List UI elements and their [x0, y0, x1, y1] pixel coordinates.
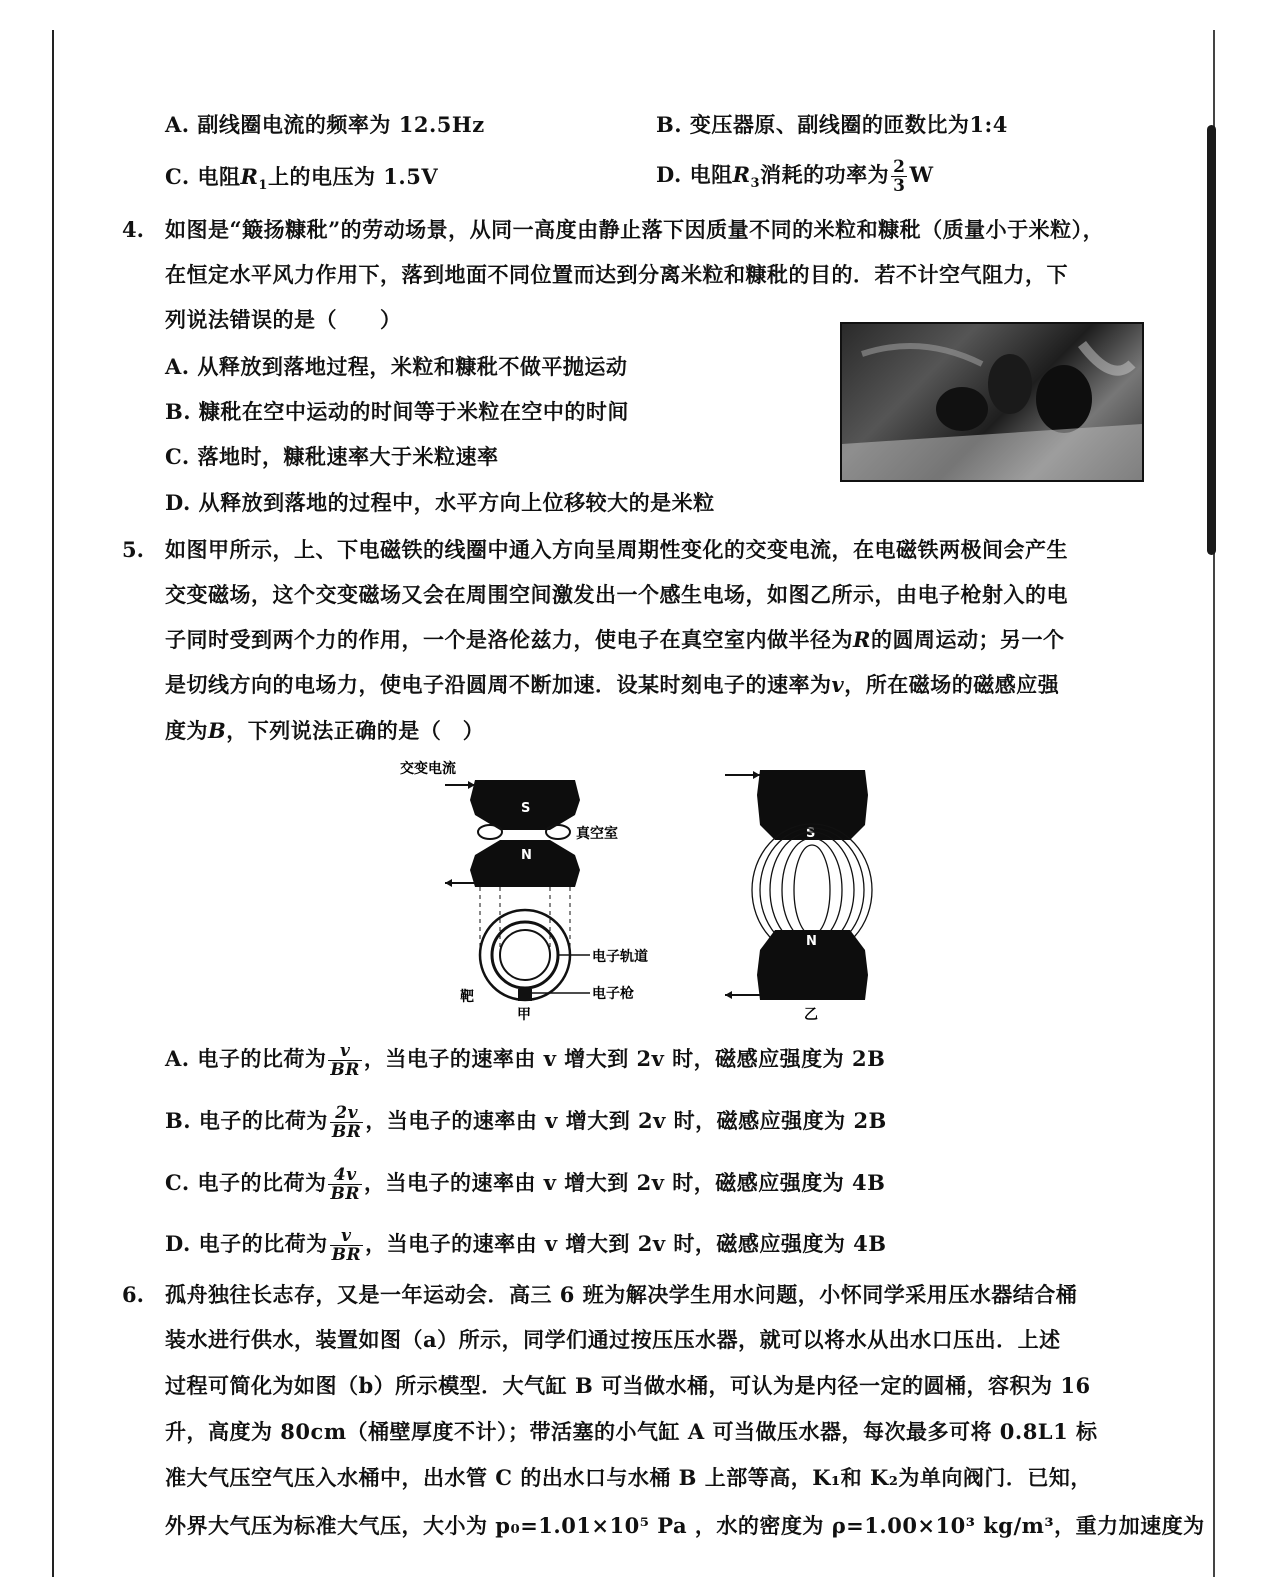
q5-option-a-rest: ，当电子的速率由 v 增大到 2v 时，磁感应强度为 2B [363, 1046, 886, 1071]
label-vacuum: 真空室 [576, 826, 618, 842]
fraction-numerator: 4v [328, 1166, 362, 1185]
label-gun: 电子枪 [592, 986, 634, 1002]
winnowing-photo-drawing [842, 324, 1142, 480]
q5-option-d-label: D. 电子的比荷为 [165, 1231, 328, 1256]
q5-stem-line-2: 交变磁场，这个交变磁场又会在周围空间激发出一个感生电场，如图乙所示，由电子枪射入的电 [165, 582, 1068, 607]
q5-line-4-var: v [831, 672, 845, 697]
q4-stem-line-3: 列说法错误的是（ ） [165, 307, 402, 332]
q5-option-c[interactable] [165, 1166, 885, 1203]
q3-option-c-sub: 1 [258, 178, 268, 194]
pole-s-a: S [521, 801, 531, 816]
winnowing-photo [840, 322, 1144, 482]
page-border-left [52, 30, 54, 1577]
q4-option-a[interactable]: A. 从释放到落地过程，米粒和糠秕不做平抛运动 [165, 354, 628, 379]
scrollbar-thumb[interactable] [1207, 125, 1216, 555]
fraction-denominator: BR [331, 1245, 362, 1265]
q4-stem-line-2: 在恒定水平风力作用下，落到地面不同位置而达到分离米粒和糠秕的目的．若不计空气阻力，下 [165, 262, 1068, 287]
pole-n-b: N [806, 934, 817, 949]
q3-option-d-prefix: D. 电阻 [656, 162, 733, 187]
q5-option-a-fraction [328, 1042, 362, 1079]
q5-stem-line-3 [165, 626, 1064, 654]
q4-number: 4. [122, 217, 144, 242]
fraction-denominator: BR [331, 1122, 362, 1142]
pole-s-b: S [806, 826, 816, 841]
q5-option-b-label: B. 电子的比荷为 [165, 1108, 328, 1133]
q5-line-3-suffix: 的圆周运动；另一个 [870, 627, 1065, 652]
q3-option-a[interactable]: A. 副线圈电流的频率为 12.5Hz [165, 112, 485, 137]
q5-line-5-prefix: 度为 [165, 718, 208, 743]
label-orbit: 电子轨道 [592, 949, 648, 965]
q5-number: 5. [122, 537, 144, 562]
q5-line-5-suffix: ，下列说法正确的是（ ） [226, 718, 485, 743]
fraction-denominator: BR [330, 1060, 360, 1080]
q5-option-a[interactable] [165, 1042, 885, 1079]
q5-stem-line-5 [165, 717, 484, 745]
q3-option-d-fraction [891, 158, 907, 195]
q5-option-a-label: A. 电子的比荷为 [165, 1046, 327, 1071]
q5-line-4-prefix: 是切线方向的电场力，使电子沿圆周不断加速．设某时刻电子的速率为 [165, 672, 832, 697]
q5-option-c-label: C. 电子的比荷为 [165, 1170, 327, 1195]
fraction-denominator: 3 [893, 176, 906, 196]
q5-line-5-var: B [208, 718, 227, 743]
q5-option-c-rest: ，当电子的速率由 v 增大到 2v 时，磁感应强度为 4B [363, 1170, 886, 1195]
q4-option-c[interactable]: C. 落地时，糠秕速率大于米粒速率 [165, 444, 499, 469]
caption-jia: 甲 [517, 1007, 531, 1023]
q3-option-d[interactable] [656, 158, 934, 198]
fraction-numerator: 2 [893, 157, 906, 177]
q4-stem-line-1: 如图是“簸扬糠秕”的劳动场景，从同一高度由静止落下因质量不同的米粒和糠秕（质量小于米粒）， [165, 217, 1105, 242]
q4-option-d[interactable]: D. 从释放到落地的过程中，水平方向上位移较大的是米粒 [165, 490, 715, 515]
q3-option-c[interactable] [165, 163, 438, 200]
label-target: 靶 [460, 989, 474, 1005]
q5-line-4-suffix: ，所在磁场的磁感应强 [844, 672, 1060, 697]
fraction-numerator: v [328, 1042, 362, 1061]
electromagnet-diagram [390, 755, 890, 1025]
q5-stem-line-1: 如图甲所示，上、下电磁铁的线圈中通入方向呈周期性变化的交变电流，在电磁铁两极间会产生 [165, 537, 1068, 562]
q5-option-b-rest: ，当电子的速率由 v 增大到 2v 时，磁感应强度为 2B [365, 1108, 887, 1133]
caption-yi: 乙 [804, 1007, 818, 1023]
q3-option-d-sub: 3 [750, 176, 761, 192]
q3-option-c-suffix: 上的电压为 1.5V [267, 164, 439, 189]
q5-line-3-var: R [853, 627, 871, 652]
q6-number: 6. [122, 1282, 144, 1307]
q6-stem-line-3: 过程可简化为如图（b）所示模型．大气缸 B 可当做水桶，可认为是内径一定的圆桶，容积为 16 [165, 1373, 1091, 1398]
q3-option-b[interactable]: B. 变压器原、副线圈的匝数比为1:4 [656, 112, 1008, 137]
q3-option-d-var: R [732, 162, 751, 187]
fraction-numerator: 2v [330, 1104, 364, 1123]
q3-option-c-var: R [240, 164, 259, 189]
q5-line-3-prefix: 子同时受到两个力的作用，一个是洛伦兹力，使电子在真空室内做半径为 [165, 627, 853, 652]
q6-stem-line-6: 外界大气压为标准大气压，大小为 p₀=1.01×10⁵ Pa ，水的密度为 ρ=1.00×10³ kg/m³，重力加速度为 [165, 1513, 1205, 1538]
q3-option-d-mid: 消耗的功率为 [760, 162, 890, 187]
q3-option-d-unit: W [909, 162, 934, 187]
q5-option-b-fraction [330, 1104, 364, 1141]
pole-n-a: N [521, 848, 532, 863]
q5-option-d-rest: ，当电子的速率由 v 增大到 2v 时，磁感应强度为 4B [365, 1231, 887, 1256]
q5-option-b[interactable] [165, 1104, 887, 1141]
q5-option-d[interactable] [165, 1227, 887, 1264]
q6-stem-line-5: 准大气压空气压入水桶中，出水管 C 的出水口与水桶 B 上部等高，K₁和 K₂为单向阀门．已知， [165, 1465, 1092, 1490]
q5-option-c-fraction [328, 1166, 362, 1203]
q6-stem-line-2: 装水进行供水，装置如图（a）所示，同学们通过按压压水器，就可以将水从出水口压出．上述 [165, 1327, 1061, 1352]
q6-stem-line-4: 升，高度为 80cm（桶壁厚度不计）；带活塞的小气缸 A 可当做压水器，每次最多可将 0.8L1 标 [165, 1419, 1098, 1444]
q6-stem-line-1: 孤舟独往长志存，又是一年运动会．高三 6 班为解决学生用水问题，小怀同学采用压水器结合桶 [165, 1282, 1078, 1307]
q4-option-b[interactable]: B. 糠秕在空中运动的时间等于米粒在空中的时间 [165, 399, 629, 424]
q3-option-c-prefix: C. 电阻 [165, 164, 241, 189]
q5-stem-line-4 [165, 671, 1059, 699]
electromagnet-figure [390, 755, 890, 1025]
fraction-denominator: BR [330, 1184, 360, 1204]
q5-option-d-fraction [330, 1227, 364, 1264]
label-ac: 交变电流 [400, 761, 456, 777]
fraction-numerator: v [330, 1227, 364, 1246]
